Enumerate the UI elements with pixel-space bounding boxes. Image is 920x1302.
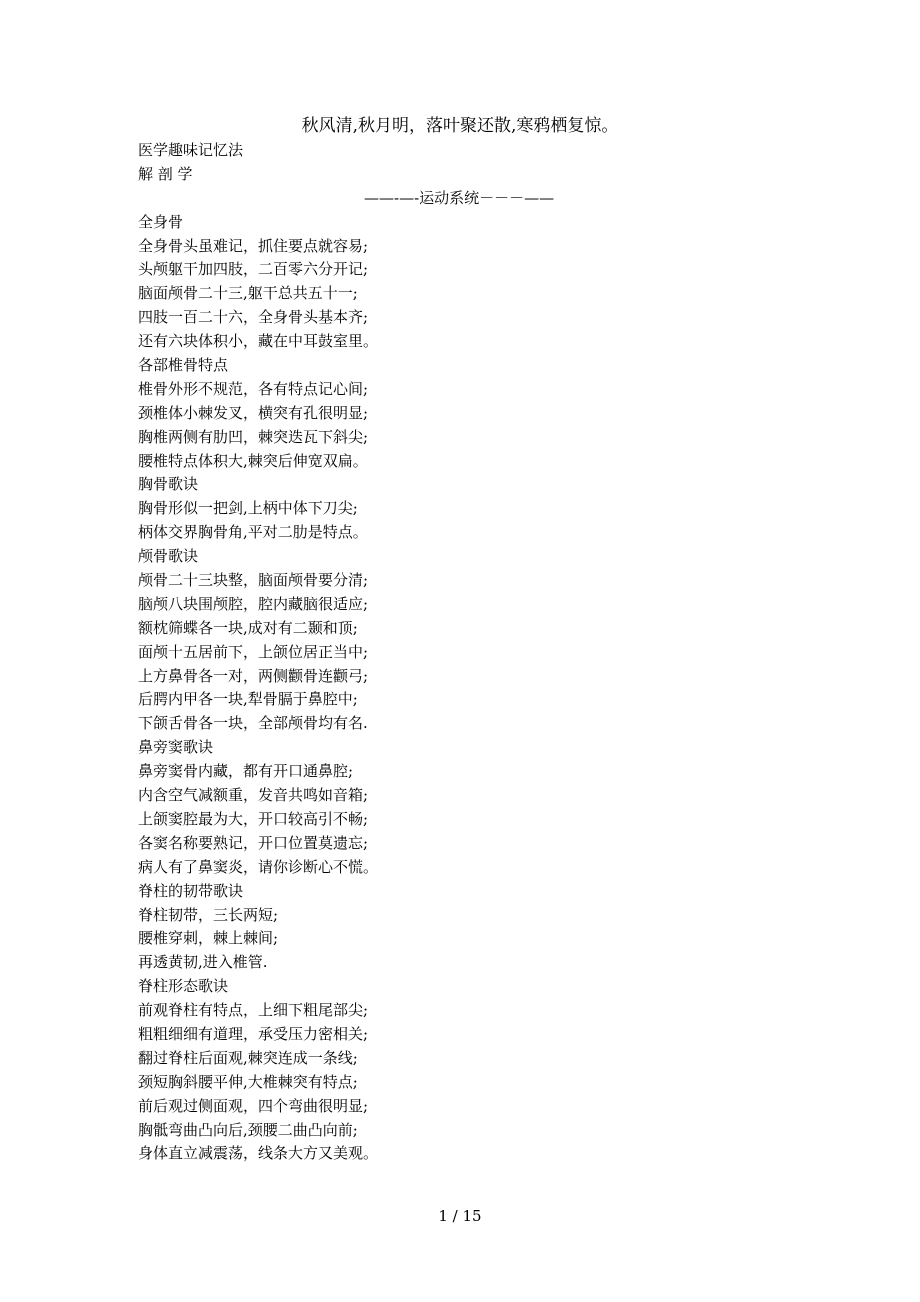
verse-line: 面颅十五居前下，上颌位居正当中; [138, 642, 369, 661]
verse-line: 再透黄韧,进入椎管. [138, 953, 268, 972]
verse-line: 颈椎体小棘发叉，横突有孔很明显; [138, 403, 369, 422]
verse-line: 柄体交界胸骨角,平对二肋是特点。 [138, 523, 368, 542]
section-heading: 鼻旁窦歌诀 [138, 738, 214, 757]
verse-line: 粗粗细细有道理，承受压力密相关; [138, 1024, 369, 1043]
verse-line: 脑颅八块围颅腔，腔内藏脑很适应; [138, 594, 369, 613]
verse-line: 病人有了鼻窦炎，请你诊断心不慌。 [138, 857, 379, 876]
verse-line: 胸椎两侧有肋凹，棘突迭瓦下斜尖; [138, 427, 369, 446]
verse-line: 鼻旁窦骨内藏，都有开口通鼻腔; [138, 762, 354, 781]
verse-line: 身体直立减震荡，线条大方又美观。 [138, 1144, 379, 1163]
verse-line: 上颌窦腔最为大，开口较高引不畅; [138, 809, 369, 828]
verse-line: 全身骨头虽难记，抓住要点就容易; [138, 236, 369, 255]
verse-line: 胸骨形似一把剑,上柄中体下刀尖; [138, 499, 358, 518]
page-number: 1 / 15 [438, 1207, 482, 1225]
section-heading: 各部椎骨特点 [138, 356, 229, 375]
verse-line: 四肢一百二十六，全身骨头基本齐; [138, 308, 369, 327]
verse-line: 椎骨外形不规范，各有特点记心间; [138, 379, 369, 398]
section-heading: 脊柱形态歌诀 [138, 977, 229, 996]
section-divider: ——-—-运动系统－－－—— [364, 188, 555, 207]
verse-line: 前观脊柱有特点，上细下粗尾部尖; [138, 1001, 369, 1020]
verse-line: 胸骶弯曲凸向后,颈腰二曲凸向前; [138, 1120, 358, 1139]
verse-line: 颅骨二十三块整，脑面颅骨要分清; [138, 571, 369, 590]
verse-line: 下颌舌骨各一块，全部颅骨均有名. [138, 714, 368, 733]
section-heading: 颅骨歌诀 [138, 547, 199, 566]
verse-line: 脊柱韧带，三长两短; [138, 905, 279, 924]
verse-line: 颈短胸斜腰平伸,大椎棘突有特点; [138, 1072, 358, 1091]
verse-line: 各窦名称要熟记，开口位置莫遗忘; [138, 833, 369, 852]
verse-line: 腰椎特点体积大,棘突后伸宽双扁。 [138, 451, 368, 470]
verse-line: 内含空气减额重，发音共鸣如音箱; [138, 786, 369, 805]
verse-line: 前后观过侧面观，四个弯曲很明显; [138, 1096, 369, 1115]
verse-line: 额枕筛蝶各一块,成对有二颞和顶; [138, 618, 358, 637]
document-body [138, 139, 778, 1166]
verse-line: 上方鼻骨各一对，两侧颧骨连颧弓; [138, 666, 369, 685]
verse-line: 腰椎穿刺，棘上棘间; [138, 929, 279, 948]
doc-subject: 解 剖 学 [138, 164, 193, 183]
verse-line: 后腭内甲各一块,犁骨膈于鼻腔中; [138, 690, 358, 709]
page-header-quote: 秋风清,秋月明，落叶聚还散,寒鸦栖复惊。 [301, 116, 619, 136]
verse-line: 头颅躯干加四肢，二百零六分开记; [138, 260, 369, 279]
doc-title: 医学趣味记忆法 [138, 141, 244, 159]
verse-line: 还有六块体积小，藏在中耳鼓室里。 [138, 332, 379, 351]
section-heading: 脊柱的韧带歌诀 [138, 881, 244, 900]
verse-line: 脑面颅骨二十三,躯干总共五十一; [138, 284, 358, 303]
verse-line: 翻过脊柱后面观,棘突连成一条线; [138, 1048, 358, 1067]
section-heading: 胸骨歌诀 [138, 475, 199, 494]
section-heading: 全身骨 [138, 212, 184, 231]
